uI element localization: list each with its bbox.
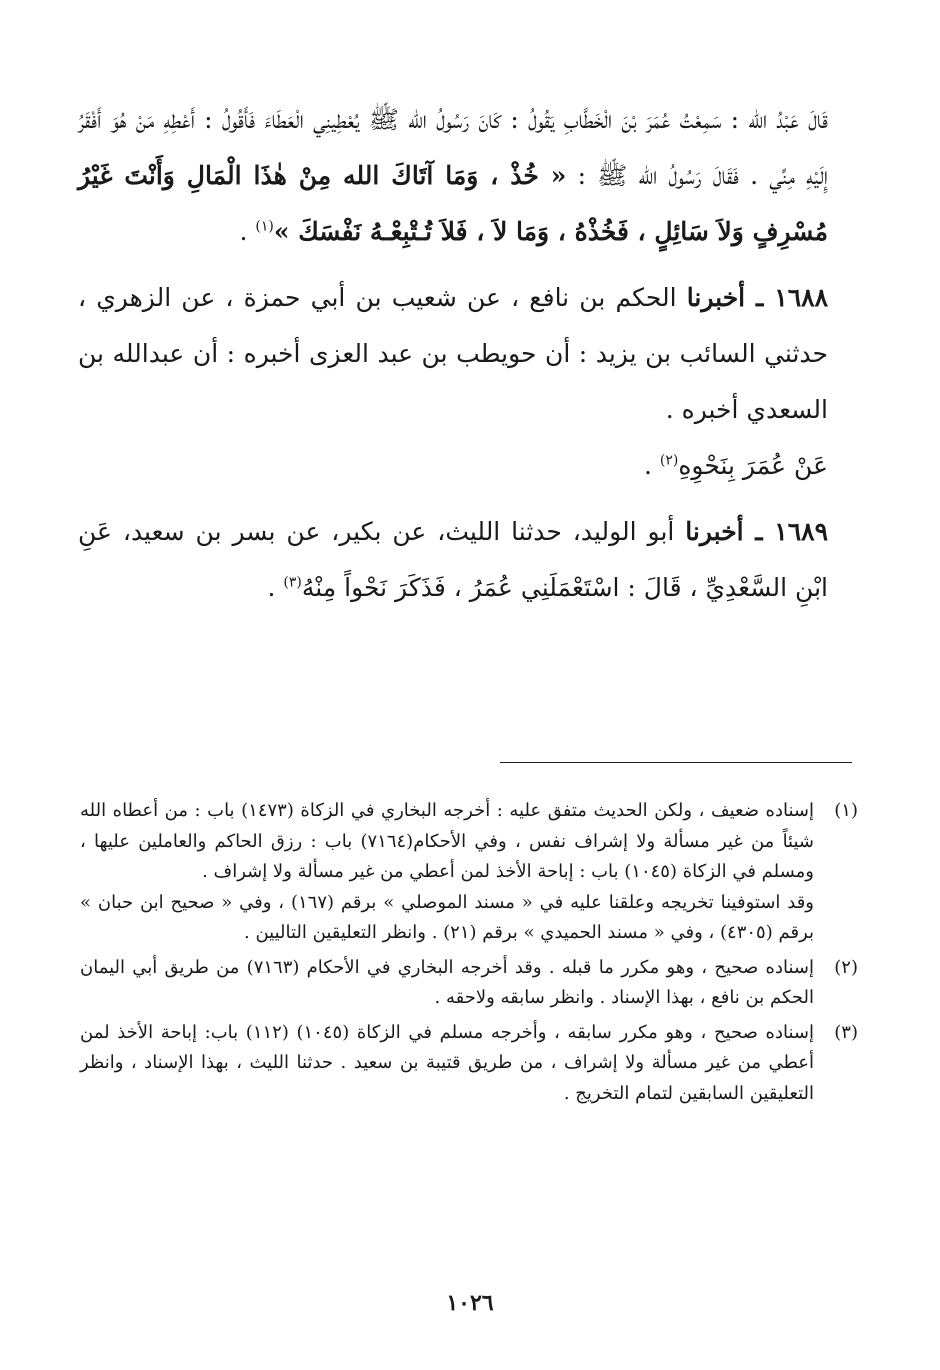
- footnote-ref-3[interactable]: (٣): [283, 574, 302, 591]
- hadith-1688-end: .: [643, 451, 660, 480]
- page-number: ١٠٢٦: [446, 1290, 494, 1316]
- hadith-prophet-quote: « خُذْ ، وَمَا آتَاكَ الله مِنْ هٰذَا الْمَالِ وَأَنْتَ غَيْرُ مُسْرِفٍ وَلاَ سَائِلٍ ، فَخُذْهُ ، وَمَا لاَ ، فَلاَ تُـتْبِعْـهُ نَفْسَكَ »: [78, 161, 828, 246]
- hadith-1689: [78, 504, 858, 616]
- footnote-ref-2[interactable]: (٢): [659, 452, 679, 469]
- hadith-end-mark: .: [239, 217, 256, 246]
- hadith-number-1688: ١٦٨٨ ـ أخبرنا: [686, 283, 828, 312]
- footnote-text: إسناده صحيح ، وهو مكرر سابقه ، وأخرجه مسلم في الزكاة (١٠٤٥) (١١٢) باب: إباحة الأخذ لمن أعطي من غير مسألة ولا إشراف ، من طريق قتيبة بن سعيد . حدثنا الليث ، بهذا الإسناد ، وانظر التعليقين السابقين لتمام التخريج .: [80, 1021, 814, 1104]
- footnote-divider: [500, 762, 852, 763]
- footnote-body: [80, 953, 814, 1014]
- footnote-3: [80, 1018, 858, 1110]
- footnote-number: (٢): [834, 956, 858, 978]
- hadith-1688: [78, 270, 858, 438]
- footnote-body: [80, 796, 814, 949]
- hadith-1689-text: أبو الوليد، حدثنا الليث، عن بكير، عن بسر بن سعيد، عَنِ ابْنِ السَّعْدِيِّ ، قَالَ : اسْتَعْمَلَنِي عُمَرُ ، فَذَكَرَ نَحْواً مِنْهُ: [78, 517, 828, 602]
- footnote-body: [80, 1018, 814, 1110]
- footnote-number: (٣): [834, 1021, 858, 1043]
- hadith-1689-end: .: [267, 573, 284, 602]
- hadith-paragraph: [78, 92, 858, 260]
- hadith-1688-chain: الحكم بن نافع ، عن شعيب بن أبي حمزة ، عن الزهري ، حدثني السائب بن يزيد : أن حويطب بن عبد العزى أخبره : أن عبدالله بن السعدي أخبره .: [78, 283, 828, 424]
- footnote-1: [80, 796, 858, 949]
- footnote-ref-1[interactable]: (١): [255, 218, 274, 235]
- footnote-text: إسناده صحيح ، وهو مكرر ما قبله . وقد أخرجه البخاري في الأحكام (٧١٦٣) من طريق أبي اليمان الحكم بن نافع ، بهذا الإسناد . وانظر سابقه ولاحقه .: [80, 956, 815, 1008]
- footnote-2: [80, 953, 858, 1014]
- hadith-number-1689: ١٦٨٩ ـ أخبرنا: [685, 517, 829, 546]
- footnote-number: (١): [834, 800, 858, 821]
- main-text: [78, 92, 858, 616]
- hadith-1688-text: [78, 438, 858, 494]
- footnote-text: إسناده ضعيف ، ولكن الحديث متفق عليه : أخرجه البخاري في الزكاة (١٤٧٣) باب : من أعطاه الله شيئاً من غير مسألة ولا إشراف نفس ، وفي الأحكام(٧١٦٤) باب : رزق الحاكم والعاملين عليها ، ومسلم في الزكاة (١٠٤٥) باب : إباحة الأخذ لمن أعطي من غير مسألة ولا إشراف .: [80, 800, 814, 882]
- hadith-narration: قَالَ عَبْدُ الله : سَمِعْتُ عُمَرَ بْنَ الْخَطَّابِ يَقُولُ : كَانَ رَسُولُ الله ﷺ يُعْطِينِي الْعَطَاءَ فَأَقُولُ : أَعْطِهِ مَنْ هُوَ أَفْقَرُ إِلَيْهِ مِنِّي . فَقَالَ رَسُولُ الله ﷺ :: [78, 105, 828, 190]
- footnotes-section: [80, 796, 858, 1113]
- hadith-1688-matn: عَنْ عُمَرَ بِنَحْوِهِ: [678, 451, 828, 480]
- footnote-text: وقد استوفينا تخريجه وعلقنا عليه في « مسند الموصلي » برقم (١٦٧) ، وفي « صحيح ابن حبان » برقم (٤٣٠٥) ، وفي « مسند الحميدي » برقم (٢١) . وانظر التعليقين التاليين .: [80, 891, 814, 943]
